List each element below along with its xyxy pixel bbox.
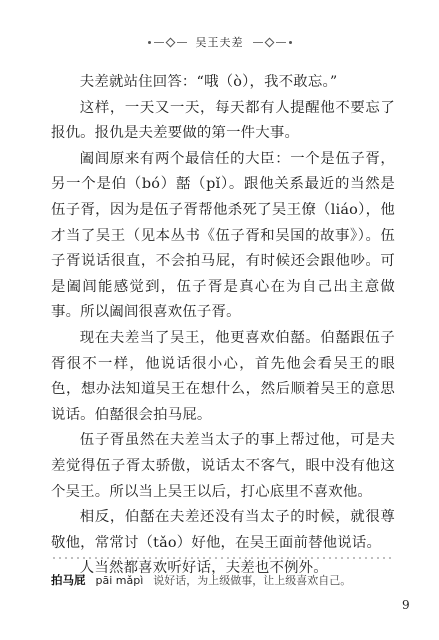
running-header-title: 吴王夫差 bbox=[195, 36, 244, 49]
header-ornament-left bbox=[148, 39, 187, 46]
body-text bbox=[51, 70, 395, 582]
paragraph: 相反，伯嚭在夫差还没有当太子的时候，就很尊敬他，常常讨（tǎo）好他，在吴王面前替他说话。 bbox=[51, 509, 395, 551]
paragraph: 这样，一天又一天，每天都有人提醒他不要忘了报仇。报仇是夫差要做的第一件大事。 bbox=[51, 99, 395, 142]
paragraph: 阖闾原来有两个最信任的大臣：一个是伍子胥，另一个是伯（bó）嚭（pǐ）。跟他关系最近的当然是伍子胥，因为是伍子胥帮他杀死了吴王僚（liáo），他才当了吴王（见本丛书《伍子胥和吴国的故事》）。伍子胥说话很直，不会拍马屁，有时候还会跟他吵。可是阖闾能感觉到，伍子胥是真心在为自己出主意做事。所以阖闾很喜欢伍子胥。 bbox=[51, 150, 395, 321]
paragraph: 现在夫差当了吴王，他更喜欢伯嚭。伯嚭跟伍子胥很不一样，他说话很小心，首先他会看吴王的眼色，想办法知道吴王在想什么，然后顺着吴王的意思说话。伯嚭很会拍马屁。 bbox=[51, 329, 395, 423]
running-header bbox=[0, 30, 439, 54]
header-ornament-right bbox=[253, 39, 292, 46]
footnote-pinyin: pāi mǎpì bbox=[95, 574, 144, 587]
footnote-definition: 说好话，为上级做事，让上级喜欢自己。 bbox=[153, 574, 352, 587]
vocabulary-footnote bbox=[51, 572, 395, 589]
paragraph: 夫差就站住回答：“哦（ò），我不敢忘。” bbox=[79, 74, 338, 90]
footnote-divider bbox=[51, 556, 395, 560]
paragraph: 伍子胥虽然在夫差当太子的事上帮过他，可是夫差觉得伍子胥太骄傲，说话太不客气，眼中没有他这个吴王。所以当上吴王以后，打心底里不喜欢他。 bbox=[51, 432, 395, 500]
paragraph: 人当然都喜欢听好话，夫差也不例外。 bbox=[79, 560, 328, 577]
page-number: 9 bbox=[402, 598, 410, 612]
footnote-term: 拍马屁 bbox=[51, 573, 86, 587]
